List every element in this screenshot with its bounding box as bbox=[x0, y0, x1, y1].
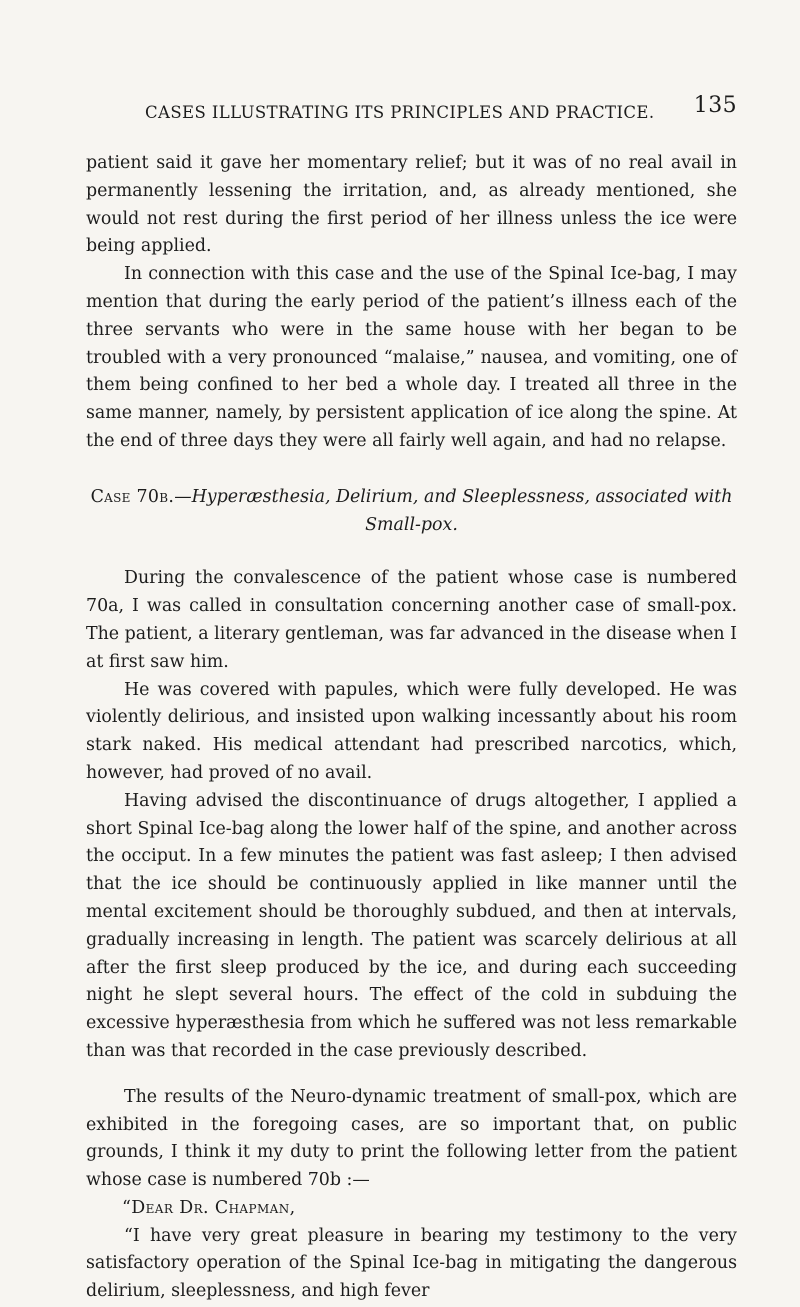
page-number: 135 bbox=[693, 93, 737, 118]
paragraph-results: The results of the Neuro-dynamic treatment of small-pox, which are exhibited in the foregoing cases, are so important that, on public grounds, I think it my duty to print the following letter from the patient whose case is numbered 70b :— bbox=[86, 1086, 737, 1191]
paragraph-gap bbox=[86, 1066, 737, 1084]
letter-salutation: “Dear Dr. Chapman, bbox=[122, 1197, 296, 1218]
running-head bbox=[145, 93, 737, 125]
paragraph-continued: patient said it gave her momentary relief; but it was of no real avail in permanently lessening the irritation, and, as already mentioned, she would not rest during the first period of her illness unless the ice were being applied. bbox=[86, 153, 737, 257]
paragraph-servants: In connection with this case and the use of the Spinal Ice-bag, I may mention that during the early period of the patient’s illness each of the three servants who were in the same house with her began to be troubled with a very pronounced “malaise,” nausea, and vomiting, one of them being confined to her bed a whole day. I treated all three in the same manner, namely, by persistent application of ice along the spine. At the end of three days they were all fairly well again, and had no relapse. bbox=[86, 264, 737, 451]
paragraph-treatment: Having advised the discontinuance of drugs altogether, I applied a short Spinal Ice-bag along the lower half of the spine, and another across the occiput. In a few minutes the patient was fast asleep; I then advised that the ice should be continuously applied in like manner until the mental excitement should be thoroughly subdued, and then at intervals, gradually increasing in length. The patient was scarcely delirious at all after the first sleep produced by the ice, and during each succeeding night he slept several hours. The effect of the cold in subduing the excessive hyperæsthesia from which he suffered was not less remarkable than was that recorded in the case previously described. bbox=[86, 790, 737, 1061]
paragraph-papules: He was covered with papules, which were fully developed. He was violently delirious, and insisted upon walking incessantly about his room stark naked. His medical attendant had prescribed narcotics, which, however, had proved of no avail. bbox=[86, 679, 737, 783]
case-title: Hyperæsthesia, Delirium, and Sleeplessness, associated with Small-pox. bbox=[191, 486, 733, 535]
case-dash: — bbox=[174, 486, 192, 507]
letter-body: “I have very great pleasure in bearing my testimony to the very satisfactory operation of the Spinal Ice-bag in mitigating the dangerous delirium, sleeplessness, and high fever bbox=[86, 1225, 737, 1302]
page-body bbox=[86, 150, 737, 1306]
paragraph-consultation: During the convalescence of the patient whose case is numbered 70a, I was called in consultation concerning another case of small-pox. The patient, a literary gentleman, was far advanced in the disease when I at first saw him. bbox=[86, 568, 737, 672]
case-heading bbox=[86, 484, 737, 540]
running-title: CASES ILLUSTRATING ITS PRINCIPLES AND PRACTICE. bbox=[145, 103, 655, 122]
case-label: Case 70b. bbox=[90, 486, 175, 507]
